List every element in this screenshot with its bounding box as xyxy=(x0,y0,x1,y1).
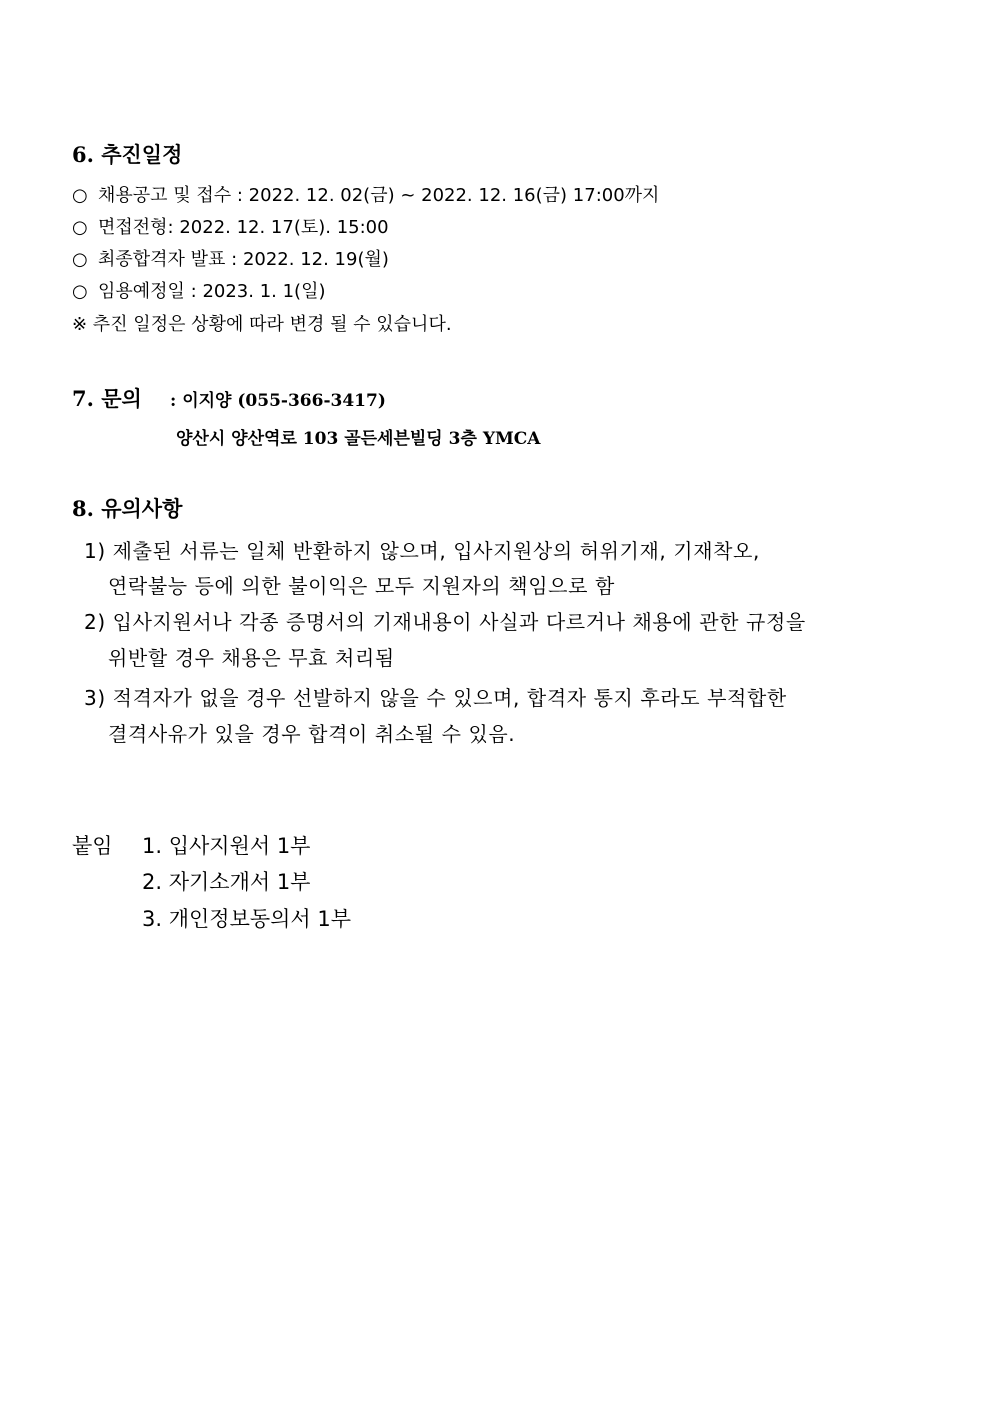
schedule-item xyxy=(72,181,659,207)
schedule-note: ※ 추진 일정은 상황에 따라 변경 될 수 있습니다. xyxy=(72,314,452,335)
schedule-item-text: 최종합격자 발표 : 2022. 12. 19(월) xyxy=(98,249,389,270)
notice-line: 위반할 경우 채용은 무효 처리됨 xyxy=(108,646,395,670)
notice-line: 결격사유가 있을 경우 합격이 취소될 수 있음. xyxy=(108,722,516,746)
schedule-item-text: 면접전형: 2022. 12. 17(토). 15:00 xyxy=(98,217,389,238)
attachment-item: 3. 개인정보동의서 1부 xyxy=(142,907,352,931)
attachment-item: 1. 입사지원서 1부 xyxy=(142,834,311,858)
circle-bullet-icon: ○ xyxy=(72,185,88,206)
notice-line: 연락불능 등에 의한 불이익은 모두 지원자의 책임으로 함 xyxy=(108,574,615,598)
circle-bullet-icon: ○ xyxy=(72,281,88,302)
attachment-item: 2. 자기소개서 1부 xyxy=(142,870,311,894)
contact-address: 양산시 양산역로 103 골든세븐빌딩 3층 YMCA xyxy=(176,429,541,449)
notice-line: 3) 적격자가 없을 경우 선발하지 않을 수 있으며, 합격자 통지 후라도 부적합한 xyxy=(84,686,787,710)
section-8-title: 8. 유의사항 xyxy=(72,496,183,521)
schedule-item xyxy=(72,277,325,303)
section-7-title: 7. 문의 xyxy=(72,386,142,411)
circle-bullet-icon: ○ xyxy=(72,249,88,270)
circle-bullet-icon: ○ xyxy=(72,217,88,238)
schedule-item-text: 임용예정일 : 2023. 1. 1(일) xyxy=(98,281,326,302)
contact-info: : 이지양 (055-366-3417) xyxy=(170,391,386,411)
notice-line: 2) 입사지원서나 각종 증명서의 기재내용이 사실과 다르거나 채용에 관한 규정을 xyxy=(84,610,806,634)
schedule-item xyxy=(72,213,389,239)
section-6-title: 6. 추진일정 xyxy=(72,142,183,167)
schedule-item-text: 채용공고 및 접수 : 2022. 12. 02(금) ~ 2022. 12. 16(금) 17:00까지 xyxy=(98,185,660,206)
schedule-item xyxy=(72,245,389,271)
notice-line: 1) 제출된 서류는 일체 반환하지 않으며, 입사지원상의 허위기재, 기재착오, xyxy=(84,539,760,563)
attachments-label: 붙임 xyxy=(72,834,113,858)
